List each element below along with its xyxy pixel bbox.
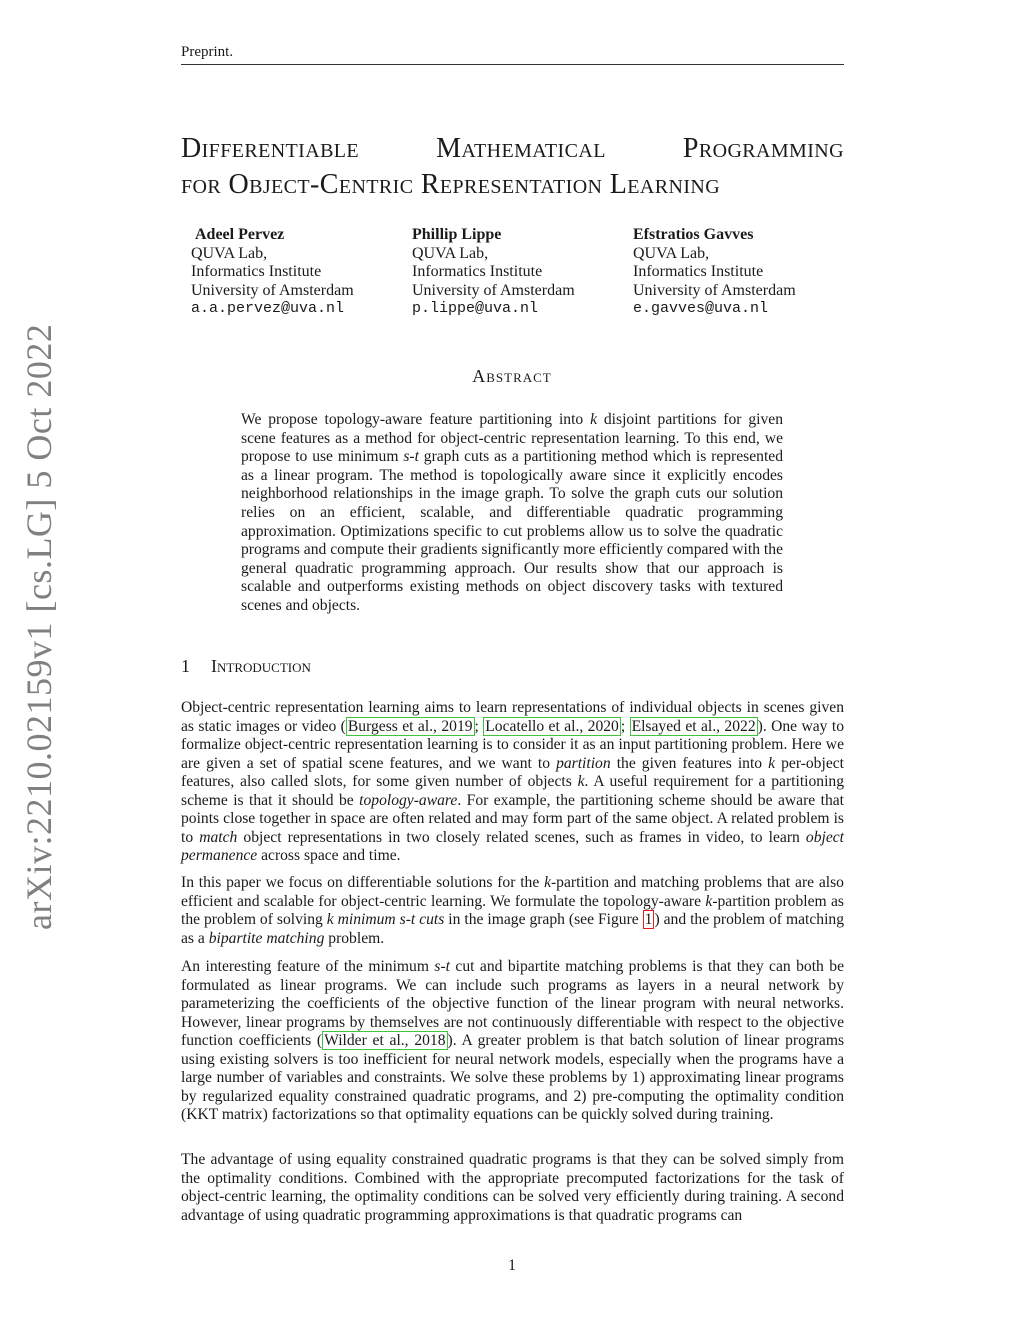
text: ) and the problem of matching as a (181, 911, 844, 947)
figure-reference-link[interactable]: 1 (644, 911, 653, 928)
emphasis: match (199, 828, 238, 846)
author-email[interactable]: e.gavves@uva.nl (633, 300, 769, 317)
text: in the image graph (see Figure (444, 911, 643, 928)
section-number: 1 (181, 656, 190, 676)
paragraph-2 (181, 874, 844, 948)
author-name: Adeel Pervez (195, 226, 285, 243)
abstract-text: graph cuts as a partitioning method which is represented as a linear program. The method is topologically aware since it explicitly encodes neighborhood relationships in the image graph. To solve the graph cuts our solution relies on an efficient, scalable, and differentiable quadratic programming approximation. Optimizations specific to cut problems allow us to solve the quadratic programs and compute their gradients significantly more efficiently compared with the general quadratic programming approach. Our results show that our approach is scalable and outperforms existing methods on object discovery tasks with textured scenes and objects. (241, 448, 783, 614)
author-institute: Informatics Institute (633, 263, 764, 280)
section-title: Introduction (211, 656, 311, 676)
title-line-2: for Object-Centric Representation Learning (181, 169, 721, 200)
text: ; (474, 717, 484, 735)
text: problem. (324, 929, 385, 947)
author-university: University of Amsterdam (412, 281, 575, 299)
text: . A useful requirement for a partitioning scheme is that it should be (181, 773, 845, 809)
author-2 (412, 226, 575, 319)
running-header: Preprint. (181, 44, 234, 60)
text: cut and bipartite matching problems is that they can both be formulated as linear programs. We can include such programs as layers in a neural network by parameterizing the coefficients of the objective function of the linear program with neural networks. However, linear programs by themselves are not continuously differentiable with respect to the objective function coefficients ( (181, 958, 844, 1049)
abstract-text: We propose topology-aware feature partitioning into (241, 411, 591, 428)
text: ). One way to formalize object-centric representation learning is to consider it as an input partitioning problem. Here we are given a set of spatial scene features, and we want to (181, 717, 844, 772)
text: An interesting feature of the minimum (181, 958, 435, 975)
text: -partition and matching problems that are also efficient and scalable for object-centric learning. We formulate the topology-aware (181, 874, 844, 910)
author-name: Efstratios Gavves (633, 226, 754, 243)
text: In this paper we focus on differentiable solutions for the (181, 874, 545, 891)
author-institute: Informatics Institute (191, 263, 322, 280)
title-word: Differentiable (181, 133, 360, 164)
author-1 (191, 226, 354, 319)
text: per-object features, also called slots, for some given number of objects (181, 754, 844, 790)
math-st: s-t (403, 448, 419, 466)
author-lab: QUVA Lab, (191, 244, 268, 262)
title-word: Programming (682, 133, 844, 164)
text: . For example, the partitioning scheme should be aware that points close together in space are often related and may form part of the same object. A related problem is to (181, 791, 845, 846)
author-lab: QUVA Lab, (412, 244, 489, 262)
citation-link[interactable]: Wilder et al., 2018 (324, 1032, 446, 1049)
paragraph-4 (181, 1151, 844, 1225)
header-rule (181, 64, 844, 65)
author-university: University of Amsterdam (191, 281, 354, 299)
citation-link[interactable]: Locatello et al., 2020 (485, 717, 619, 735)
math-k: k (768, 754, 776, 772)
title-line-1 (181, 131, 844, 167)
author-email[interactable]: p.lippe@uva.nl (412, 300, 539, 317)
author-institute: Informatics Institute (412, 263, 543, 280)
emphasis: minimum s-t cuts (333, 911, 445, 928)
text: The advantage of using equality constrained quadratic programs is that they can be solved simply from the optimality conditions. Combined with the appropriate precomputed factorizations for the task of object-centric learning, the optimality conditions can be solved very efficiently during training. A second advantage of using quadratic programming approximations is that quadratic programs can (181, 1151, 844, 1224)
arxiv-stamp: arXiv:2210.02159v1 [cs.LG] 5 Oct 2022 (19, 323, 59, 930)
math-k: k (544, 874, 551, 891)
paragraph-1 (181, 699, 844, 866)
abstract-text: disjoint partitions for given scene features as a method for object-centric representation learning. To this end, we propose to use minimum (241, 411, 783, 466)
abstract-body (241, 411, 783, 616)
author-university: University of Amsterdam (633, 281, 796, 299)
citation-link[interactable]: Elsayed et al., 2022 (631, 717, 756, 735)
paper-title (181, 131, 844, 203)
author-3 (633, 226, 796, 319)
math-st: s-t (434, 958, 450, 975)
text: object representations in two closely related scenes, such as frames in video, to learn (237, 828, 806, 846)
paragraph-3 (181, 958, 844, 1125)
text: Object-centric representation learning aims to learn representations of individual objects in scenes given as static images or video ( (181, 699, 844, 735)
emphasis: object permanence (181, 828, 845, 864)
math-k: k (326, 911, 334, 928)
text: ; (620, 717, 630, 735)
citation-link[interactable]: Burgess et al., 2019 (347, 717, 473, 735)
emphasis: partition (556, 754, 611, 772)
text: ). A greater problem is that batch solution of linear programs using existing solvers is too inefficient for neural network models, especially when the programs have a large number of variables and constraints. We solve these problems by 1) approximating linear programs by regularized equality constrained quadratic programs, and 2) pre-computing the optimality condition (KKT matrix) factorizations so that optimality equations can be quickly solved during training. (181, 1032, 845, 1123)
page-number: 1 (508, 1257, 516, 1274)
text: -partition problem as the problem of solving (181, 892, 844, 928)
emphasis: bipartite matching (208, 929, 325, 947)
author-email[interactable]: a.a.pervez@uva.nl (191, 300, 345, 317)
emphasis: topology-aware (359, 791, 458, 809)
abstract-heading: Abstract (472, 366, 552, 386)
text: across space and time. (257, 847, 401, 864)
math-k: k (590, 411, 598, 428)
title-word: Mathematical (436, 133, 606, 164)
author-name: Phillip Lippe (412, 226, 502, 243)
math-k: k (705, 892, 713, 910)
text: the given features into (610, 754, 769, 772)
author-lab: QUVA Lab, (633, 244, 710, 262)
section-heading (181, 656, 311, 677)
math-k: k (577, 773, 585, 790)
